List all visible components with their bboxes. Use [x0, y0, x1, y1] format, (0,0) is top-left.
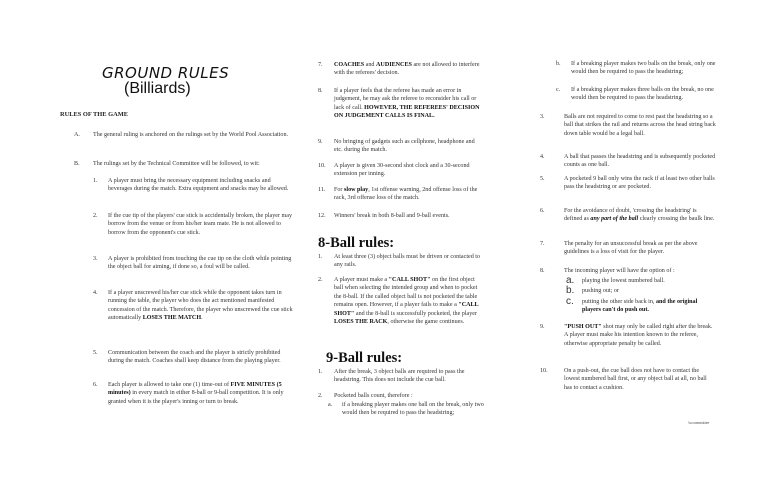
opt-c-text: putting the other side back in, and the original players can't do push out. [582, 299, 698, 314]
item-12-num: 12. [318, 213, 326, 219]
c3-item-4-text: A ball that passes the headstring and is subsequently pocketed counts as one ball. [564, 154, 716, 169]
item-11-text: For slow play, 1st offense warning, 2nd offense loss of the rack, 3rd offense loss of the match. [334, 187, 478, 202]
c3-item-10-text: On a push-out, the cue ball does not have to contact the lowest numbered ball first, or any object ball at all, no ball has to contact a cushion. [564, 368, 707, 391]
c3-item-8-text: The incoming player will have the option of : [564, 268, 675, 274]
nine-2-num: 2. [318, 393, 323, 399]
rule-a-text: The general ruling is anchored on the rulings set by the World Pool Association. [93, 132, 289, 138]
rule-b-intro: The rulings set by the Technical Committee will be followed, to wit: [93, 161, 260, 167]
item-1-text: A player must bring the necessary equipment including snacks and beverages during the match. Extra equipment and snacks may be allowed. [108, 178, 289, 193]
opt-a-mark: a. [566, 275, 575, 286]
item-1-num: 1. [93, 178, 98, 184]
item-8-text: If a player feels that the referee has made an error in judgement, he may ask the referee to reconsider his call or lack of call. HOWEVER, THE REFEREES' DECISION ON JUDGEMENT CALLS IS FINAL. [334, 88, 480, 120]
item-11-num: 11. [318, 187, 326, 193]
opt-c-mark: c. [566, 296, 574, 307]
c3-item-3-text: Balls are not required to come to rest past the headstring so a ball that strikes the rail and returns across the head string back down table would be a legal ball. [564, 114, 716, 137]
c3-item-5-num: 5. [540, 176, 545, 182]
nine-ball-heading: 9-Ball rules: [326, 350, 403, 366]
item-12-text: Winners' break in both 8-ball and 9-ball events. [334, 213, 450, 219]
eight-1-text: At least three (3) object balls must be driven or contacted to any rails. [334, 254, 481, 269]
c3-item-8-num: 8. [540, 268, 545, 274]
item-2-text: If the cue tip of the players' cue stick is accidentally broken, the player may borrow from the venue or from his/her team mate. He is not allowed to borrow from the opponent's cue stick. [108, 213, 293, 236]
item-10-num: 10. [318, 163, 326, 169]
nine-1-text: After the break, 3 object balls are required to pass the headstring. This does not include the cue ball. [334, 369, 465, 384]
eight-ball-heading: 8-Ball rules: [318, 235, 395, 251]
rules-heading: RULES OF THE GAME [60, 111, 128, 118]
sub-b-text: If a breaking player makes two balls on the break, only one would then be required to pass the headstring; [571, 61, 716, 76]
eight-2-text: A player must make a "CALL SHOT" on the first object ball when selecting the intended group and when to pocket the 8-ball. If the called object ball is not pocketed the table remains open. However, if a player fails to make a "CALL SHOT" and the 8-ball is successfully pocketed, the player LOSES THE RACK, otherwise the game continues. [334, 277, 479, 326]
sub-c-text: If a breaking player makes three balls on the break, no one would then be required to pass the headstring. [571, 87, 714, 102]
nine-sub-a-text: if a breaking player makes one ball on the break, only two would then be required to pass the headstring; [342, 402, 484, 417]
c3-item-6-text: For the avoidance of doubt, 'crossing the headstring' is defined as any part of the ball clearly crossing the baulk line. [564, 208, 715, 223]
item-9-num: 9. [318, 139, 323, 145]
opt-b-mark: b. [566, 285, 575, 296]
footer-note: /sccommittee [688, 420, 710, 425]
sub-c-mark: c. [556, 87, 561, 93]
eight-2-num: 2. [318, 277, 323, 283]
title-line1: GROUND RULES [102, 64, 230, 82]
opt-b-text: pushing out; or [582, 288, 619, 294]
nine-1-num: 1. [318, 369, 323, 375]
mark-a: A. [74, 132, 80, 138]
item-5-text: Communication between the coach and the player is strictly prohibited during the match. Coaches shall keep distance from the playing player. [108, 350, 281, 365]
c3-item-4-num: 4. [540, 154, 545, 160]
item-7-num: 7. [318, 62, 323, 68]
c3-item-9-text: "PUSH OUT" shot may only be called right after the break. A player must make his intention known to the referee, otherwise appropriate penalty be called. [564, 324, 713, 347]
opt-a-text: playing the lowest numbered ball. [582, 278, 665, 284]
item-7-text: COACHES and AUDIENCES are not allowed to interfere with the referees' decision. [334, 62, 480, 77]
item-3-text: A player is prohibited from touching the cue tip on the cloth while pointing the object ball for aiming, if done so, a foul will be called. [108, 256, 292, 271]
c3-item-5-text: A pocketed 9 ball only wins the rack if at least two other balls pass the headstring or are pocketed. [564, 176, 715, 191]
c3-item-3-num: 3. [540, 114, 545, 120]
item-8-num: 8. [318, 88, 323, 94]
c3-item-10-num: 10. [540, 368, 548, 374]
item-6-num: 6. [93, 382, 98, 388]
mark-b: B. [74, 161, 80, 167]
item-2-num: 2. [93, 213, 98, 219]
item-5-num: 5. [93, 350, 98, 356]
item-6-text: Each player is allowed to take one (1) time-out of FIVE MINUTES (5 minutes) in every match in either 8-ball or 9-ball competition. It is only granted when it is the player's inning or turn to break. [108, 382, 284, 405]
item-4-num: 4. [93, 290, 98, 296]
c3-item-7-text: The penalty for an unsuccessful break as per the above guidelines is a loss of visit for the player. [564, 241, 698, 256]
nine-2-text: Pocketed balls count, therefore : [334, 393, 413, 399]
nine-sub-a-mark: a. [328, 402, 333, 408]
item-4-text: If a player unscrewed his/her cue stick while the opponent takes turn in running the table, the player who does the act mentioned manifested concession of the match. Therefore, the player who unscrewed the cue stick automatically LOSES THE MATCH. [108, 290, 293, 322]
c3-item-9-num: 9. [540, 324, 545, 330]
item-9-text: No bringing of gadgets such as cellphone, headphone and etc. during the match. [334, 139, 475, 154]
c3-item-7-num: 7. [540, 241, 545, 247]
eight-1-num: 1. [318, 254, 323, 260]
sub-b-mark: b. [556, 61, 561, 67]
title-line2: (Billiards) [124, 80, 191, 97]
c3-item-6-num: 6. [540, 208, 545, 214]
item-10-text: A player is given 30-second shot clock and a 30-second extension per inning. [334, 163, 470, 178]
item-3-num: 3. [93, 256, 98, 262]
